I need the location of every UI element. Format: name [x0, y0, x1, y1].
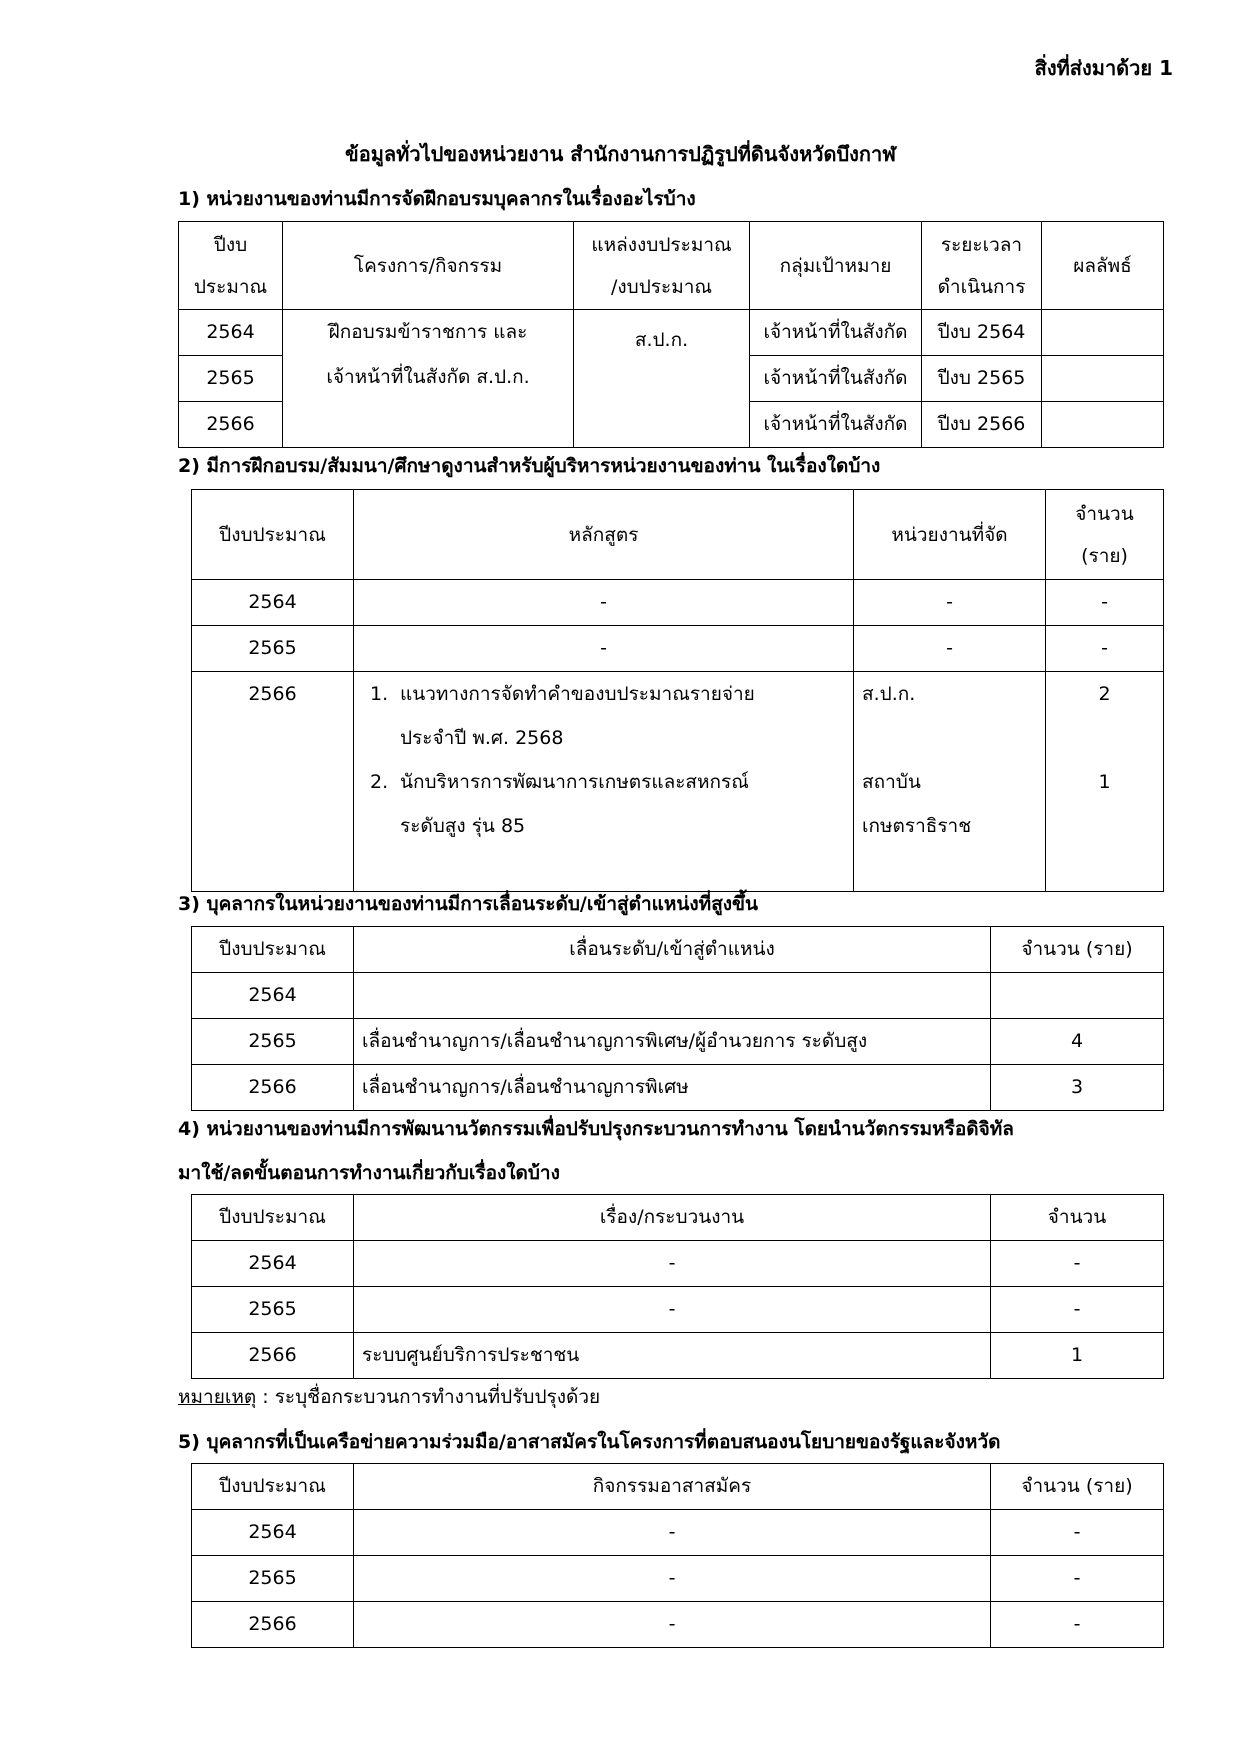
table-header-row	[192, 1464, 1164, 1510]
section-4-heading-line1: 4) หน่วยงานของท่านมีการพัฒนานวัตกรรมเพื่อปรับปรุงกระบวนการทำงาน โดยนำนวัตกรรมหรือดิจิทัล	[178, 1118, 1014, 1140]
project-line1: ฝึกอบรมข้าราชการ และ	[328, 321, 528, 343]
table-row	[192, 1556, 1164, 1602]
note-text: : ระบุชื่อกระบวนการทำงานที่ปรับปรุงด้วย	[256, 1386, 601, 1408]
section-2-heading: 2) มีการฝึกอบรม/สัมมนา/ศึกษาดูงานสำหรับผู้บริหารหน่วยงานของท่าน ในเรื่องใดบ้าง	[178, 455, 881, 477]
list-number: 2.	[370, 771, 389, 793]
year-cell: 2564	[192, 1241, 354, 1287]
activity-cell: -	[354, 1602, 991, 1648]
header-year-line2: ประมาณ	[193, 275, 268, 298]
count-cell: -	[1046, 626, 1164, 672]
header-promotion: เลื่อนระดับ/เข้าสู่ตำแหน่ง	[354, 927, 991, 973]
document-title: ข้อมูลทั่วไปของหน่วยงาน สำนักงานการปฏิรูปที่ดินจังหวัดบึงกาฬ	[345, 142, 896, 166]
org-2-line2: เกษตราธิราช	[862, 815, 972, 837]
table-row	[192, 672, 1164, 892]
project-line2: เจ้าหน้าที่ในสังกัด ส.ป.ก.	[326, 366, 530, 388]
header-year: ปีงบประมาณ	[192, 927, 354, 973]
header-count: จำนวน	[991, 1195, 1164, 1241]
process-cell: ระบบศูนย์บริการประชาชน	[354, 1333, 991, 1379]
header-count-line1: จำนวน	[1075, 502, 1134, 525]
result-cell	[1042, 402, 1164, 448]
org-cell: -	[854, 626, 1046, 672]
header-count	[1046, 490, 1164, 580]
count-cell: -	[991, 1556, 1164, 1602]
header-org: หน่วยงานที่จัด	[854, 490, 1046, 580]
list-number: 1.	[370, 683, 389, 705]
section-1-heading: 1) หน่วยงานของท่านมีการจัดฝึกอบรมบุคลากรในเรื่องอะไรบ้าง	[178, 188, 696, 210]
activity-cell: -	[354, 1510, 991, 1556]
course-cell: -	[354, 580, 854, 626]
header-period-line1: ระยะเวลา	[940, 233, 1023, 256]
count-cell: 1	[991, 1333, 1164, 1379]
promotion-table	[191, 926, 1164, 1111]
executive-training-table	[191, 489, 1164, 892]
list-item	[362, 760, 845, 848]
header-period-line2: ดำเนินการ	[937, 275, 1026, 298]
period-cell: ปีงบ 2564	[922, 310, 1042, 356]
result-cell	[1042, 310, 1164, 356]
table-header-row	[179, 222, 1164, 310]
header-project: โครงการ/กิจกรรม	[283, 222, 574, 310]
process-cell: -	[354, 1241, 991, 1287]
year-cell: 2565	[192, 626, 354, 672]
year-cell: 2564	[179, 310, 283, 356]
promotion-cell: เลื่อนชำนาญการ/เลื่อนชำนาญการพิเศษ/ผู้อำนวยการ ระดับสูง	[354, 1019, 991, 1065]
year-cell: 2565	[192, 1019, 354, 1065]
year-cell: 2566	[192, 672, 354, 892]
count-1: 2	[1098, 683, 1111, 705]
period-cell: ปีงบ 2566	[922, 402, 1042, 448]
section-4-heading-line2: มาใช้/ลดขั้นตอนการทำงานเกี่ยวกับเรื่องใดบ้าง	[178, 1162, 560, 1184]
period-cell: ปีงบ 2565	[922, 356, 1042, 402]
course-cell	[354, 672, 854, 892]
header-budget-line1: แหล่งงบประมาณ	[591, 233, 732, 256]
promotion-cell	[354, 973, 991, 1019]
count-cell: -	[991, 1287, 1164, 1333]
innovation-table	[191, 1194, 1164, 1379]
promotion-cell: เลื่อนชำนาญการ/เลื่อนชำนาญการพิเศษ	[354, 1065, 991, 1111]
budget-cell: ส.ป.ก.	[574, 310, 750, 448]
year-cell: 2565	[179, 356, 283, 402]
course-1-line2: ประจำปี พ.ศ. 2568	[400, 727, 564, 749]
year-cell: 2566	[179, 402, 283, 448]
header-count-line2: (ราย)	[1081, 544, 1128, 567]
table-row	[192, 973, 1164, 1019]
table-row	[179, 310, 1164, 356]
list-item	[362, 672, 845, 760]
course-2-line1: นักบริหารการพัฒนาการเกษตรและสหกรณ์	[400, 771, 749, 793]
count-cell: -	[1046, 580, 1164, 626]
year-cell: 2564	[192, 1510, 354, 1556]
count-cell	[991, 973, 1164, 1019]
table-row	[192, 626, 1164, 672]
org-1: ส.ป.ก.	[862, 683, 916, 705]
header-budget-line2: /งบประมาณ	[610, 275, 713, 298]
org-cell	[854, 672, 1046, 892]
header-process: เรื่อง/กระบวนงาน	[354, 1195, 991, 1241]
target-cell: เจ้าหน้าที่ในสังกัด	[750, 402, 922, 448]
count-2: 1	[1098, 771, 1111, 793]
table-row	[192, 1510, 1164, 1556]
training-table	[178, 221, 1164, 448]
course-2-line2: ระดับสูง รุ่น 85	[400, 815, 526, 837]
year-cell: 2566	[192, 1333, 354, 1379]
result-cell	[1042, 356, 1164, 402]
course-1-line1: แนวทางการจัดทำคำของบประมาณรายจ่าย	[400, 683, 755, 705]
year-cell: 2564	[192, 580, 354, 626]
count-cell: -	[991, 1602, 1164, 1648]
attachment-label: สิ่งที่ส่งมาด้วย 1	[1034, 56, 1173, 80]
table-header-row	[192, 490, 1164, 580]
header-year: ปีงบประมาณ	[192, 1195, 354, 1241]
year-cell: 2564	[192, 973, 354, 1019]
org-cell: -	[854, 580, 1046, 626]
project-cell	[283, 310, 574, 448]
year-cell: 2565	[192, 1287, 354, 1333]
header-year: ปีงบประมาณ	[192, 490, 354, 580]
header-year: ปีงบประมาณ	[192, 1464, 354, 1510]
table-row	[192, 1333, 1164, 1379]
header-budget	[574, 222, 750, 310]
header-count: จำนวน (ราย)	[991, 1464, 1164, 1510]
volunteer-table	[191, 1463, 1164, 1648]
table-row	[192, 1241, 1164, 1287]
header-result: ผลลัพธ์	[1042, 222, 1164, 310]
header-count: จำนวน (ราย)	[991, 927, 1164, 973]
header-target: กลุ่มเป้าหมาย	[750, 222, 922, 310]
header-period	[922, 222, 1042, 310]
course-list	[362, 672, 845, 848]
process-cell: -	[354, 1287, 991, 1333]
header-course: หลักสูตร	[354, 490, 854, 580]
note-label: หมายเหตุ	[178, 1386, 257, 1408]
table-header-row	[192, 1195, 1164, 1241]
count-cell	[1046, 672, 1164, 892]
count-cell: 3	[991, 1065, 1164, 1111]
section-3-heading: 3) บุคลากรในหน่วยงานของท่านมีการเลื่อนระดับ/เข้าสู่ตำแหน่งที่สูงขึ้น	[178, 893, 759, 915]
year-cell: 2566	[192, 1602, 354, 1648]
target-cell: เจ้าหน้าที่ในสังกัด	[750, 310, 922, 356]
table-row	[192, 1602, 1164, 1648]
note	[178, 1382, 600, 1412]
section-5-heading: 5) บุคลากรที่เป็นเครือข่ายความร่วมมือ/อาสาสมัครในโครงการที่ตอบสนองนโยบายของรัฐและจังหวัด	[178, 1431, 1001, 1453]
table-row	[192, 1065, 1164, 1111]
count-cell: -	[991, 1510, 1164, 1556]
header-activity: กิจกรรมอาสาสมัคร	[354, 1464, 991, 1510]
count-cell: 4	[991, 1019, 1164, 1065]
year-cell: 2565	[192, 1556, 354, 1602]
table-row	[192, 580, 1164, 626]
year-cell: 2566	[192, 1065, 354, 1111]
table-row	[192, 1287, 1164, 1333]
header-year	[179, 222, 283, 310]
table-row	[192, 1019, 1164, 1065]
activity-cell: -	[354, 1556, 991, 1602]
org-2-line1: สถาบัน	[862, 771, 921, 793]
table-header-row	[192, 927, 1164, 973]
header-year-line1: ปีงบ	[213, 233, 248, 256]
target-cell: เจ้าหน้าที่ในสังกัด	[750, 356, 922, 402]
count-cell: -	[991, 1241, 1164, 1287]
course-cell: -	[354, 626, 854, 672]
